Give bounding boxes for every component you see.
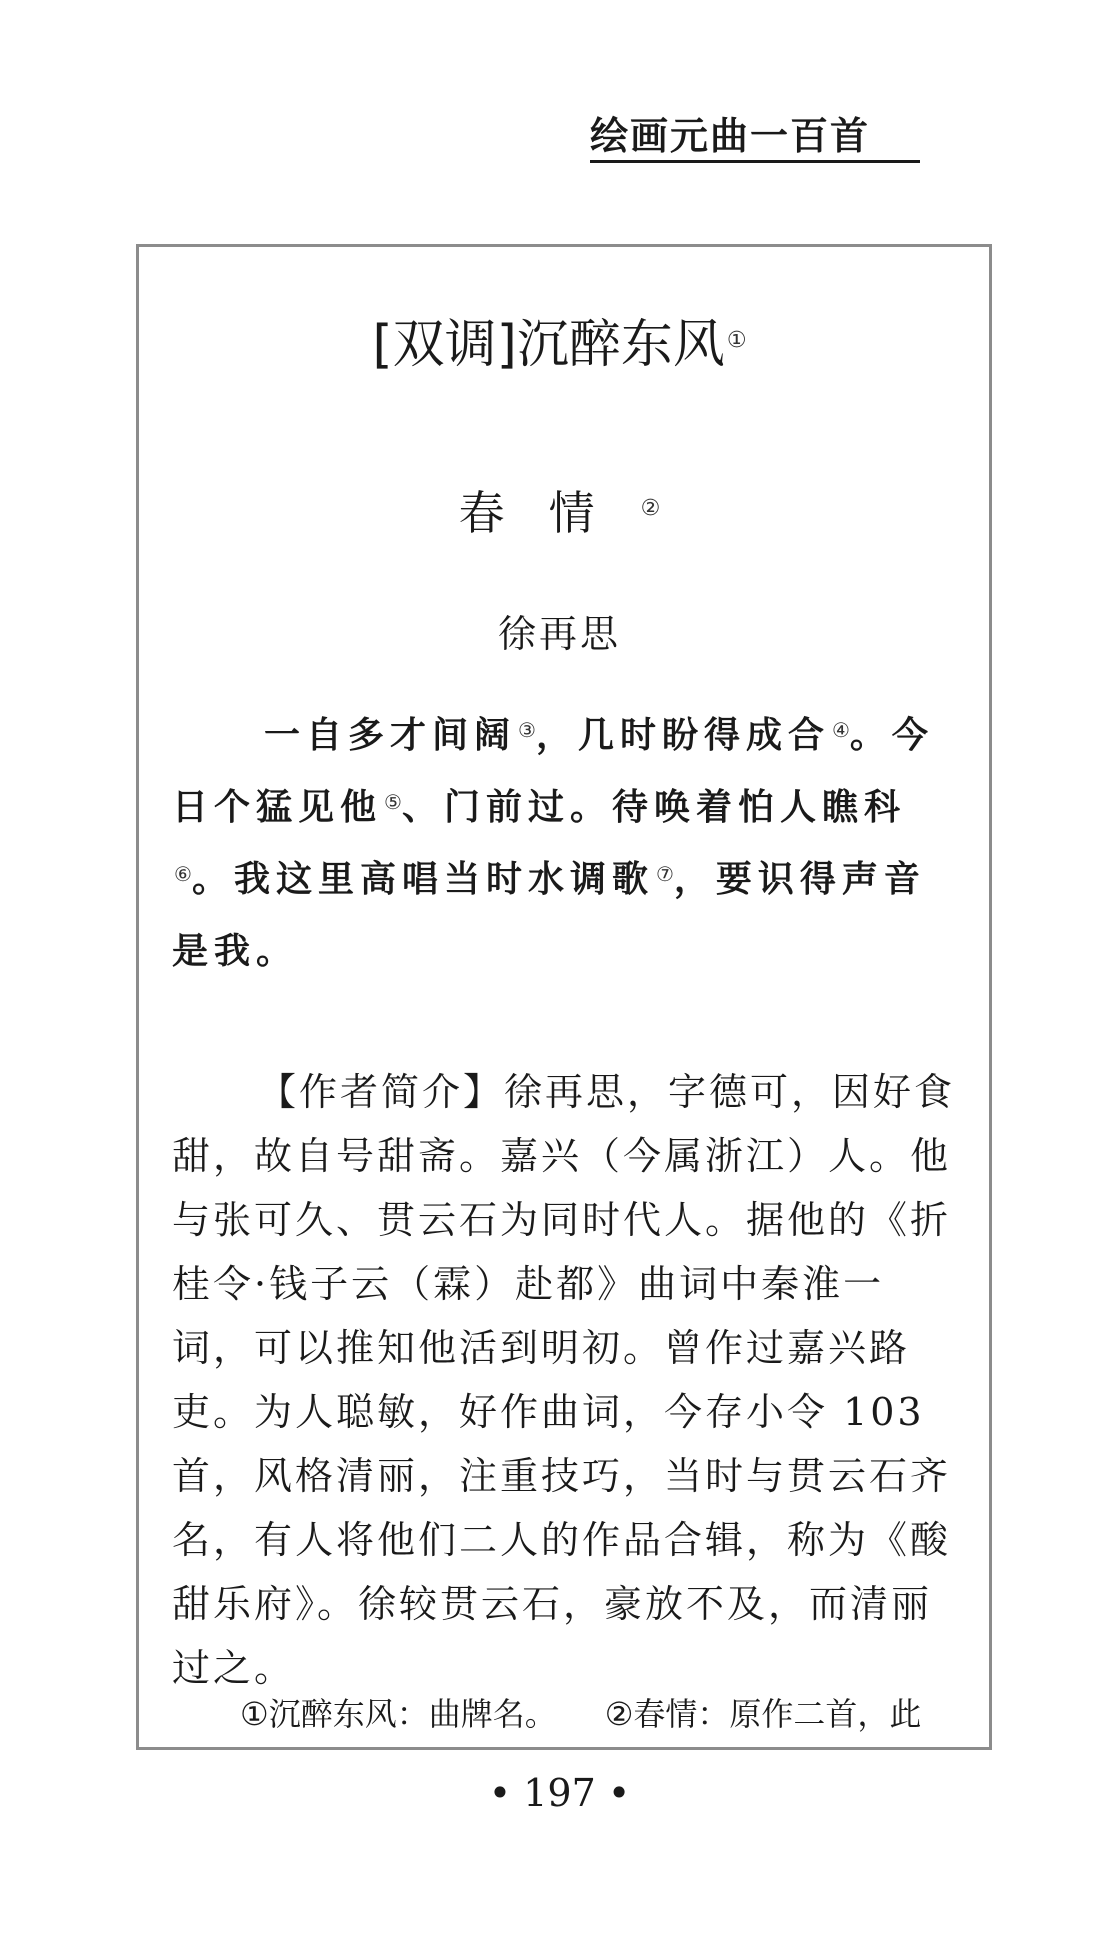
footnotes — [240, 1690, 980, 1738]
lyric-segment: 、门前过。待唤着怕人瞧科 — [401, 787, 906, 828]
footnote-marker: ③ — [518, 718, 536, 742]
footnote-marker: ④ — [831, 718, 850, 742]
footnote-2: ②春情：原作二首，此 — [604, 1695, 922, 1733]
footnote-1: ①沉醉东风：曲牌名。 — [240, 1695, 557, 1733]
footnote-marker: ② — [640, 496, 661, 521]
running-header: 绘画元曲一百首 — [590, 112, 920, 163]
lyric-segment: ，几时盼得成合 — [535, 715, 830, 756]
song-title-text: [双调]沉醉东风 — [372, 315, 725, 375]
lyric-segment: 。我这里高唱当时水调歌 — [191, 859, 654, 900]
author-introduction — [172, 1060, 962, 1700]
footnote-marker: ① — [726, 328, 747, 353]
lyrics-block — [172, 700, 962, 988]
lyric-segment: 。今日个猛见他 — [172, 715, 934, 828]
footnote-marker: ⑤ — [384, 790, 402, 814]
intro-label: 【作者简介】 — [258, 1070, 505, 1114]
footnote-marker: ⑥ — [174, 862, 192, 886]
song-subtitle — [0, 478, 1119, 548]
page-number: • 197 • — [488, 1771, 631, 1815]
lyric-segment: ，要识得声音是我。 — [172, 859, 926, 972]
footnote-marker: ⑦ — [655, 862, 674, 886]
lyric-segment: 一自多才间阔 — [264, 715, 517, 756]
song-subtitle-text: 春情 — [458, 486, 639, 540]
intro-text: 徐再思，字德可，因好食甜，故自号甜斋。嘉兴（今属浙江）人。他与张可久、贯云石为同时代人。据他的《折桂令·钱子云（霖）赴都》曲词中秦淮一词，可以推知他活到明初。曾作过嘉兴路吏。为人聪敏，好作曲词，今存小令 103 首，风格清丽，注重技巧，当时与贯云石齐名，有人将他们二人的作品合辑，称为《酸甜乐府》。徐较贯云石，豪放不及，而清丽过之。 — [172, 1070, 956, 1690]
author-name: 徐再思 — [497, 612, 621, 656]
song-title — [0, 310, 1119, 380]
